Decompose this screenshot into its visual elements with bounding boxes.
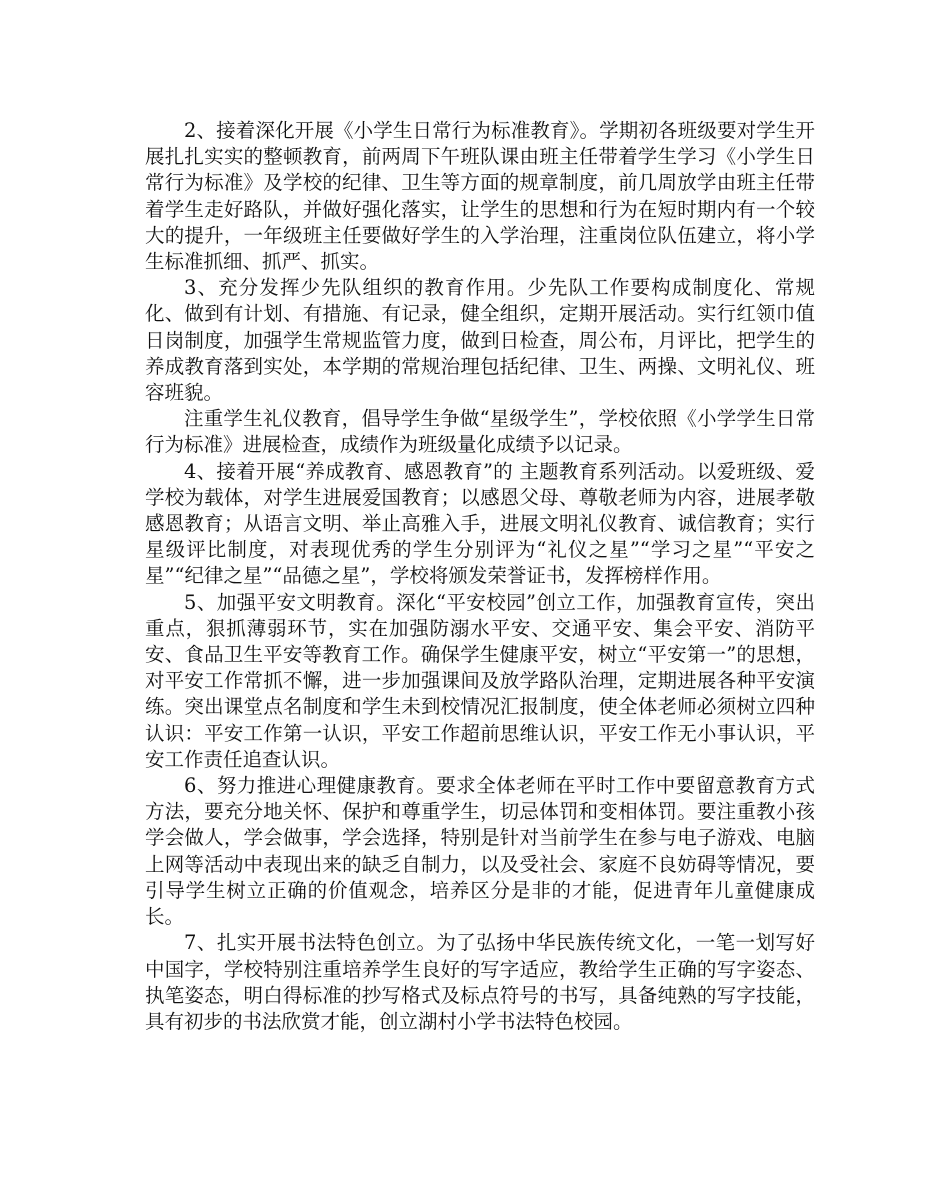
paragraph-mental-health: 6、努力推进心理健康教育。要求全体老师在平时工作中要留意教育方式方法，要充分地关怀、保护和尊重学生，切忌体罚和变相体罚。要注重教小孩学会做人，学会做事，学会选择，特别是针对当前学生在参与电子游戏、电脑上网等活动中表现出来的缺乏自制力，以及受社会、家庭不良妨碍等情况，要引导学生树立正确的价值观念，培养区分是非的才能，促进青年儿童健康成长。 xyxy=(145,774,815,929)
paragraph-young-pioneers: 3、充分发挥少先队组织的教育作用。少先队工作要构成制度化、常规化、做到有计划、有措施、有记录，健全组织，定期开展活动。实行红领巾值日岗制度，加强学生常规监管力度，做到日检查，周公布，月评比，把学生的养成教育落到实处，本学期的常规治理包括纪律、卫生、两操、文明礼仪、班容班貌。 xyxy=(145,276,815,405)
paragraph-conduct-standards: 2、接着深化开展《小学生日常行为标准教育》。学期初各班级要对学生开展扎扎实实的整顿教育，前两周下午班队课由班主任带着学生学习《小学生日常行为标准》及学校的纪律、卫生等方面的规章制度，前几周放学由班主任带着学生走好路队，并做好强化落实，让学生的思想和行为在短时期内有一个较大的提升，一年级班主任要做好学生的入学治理，注重岗位队伍建立，将小学生标准抓细、抓严、抓实。 xyxy=(145,119,815,274)
document-body xyxy=(145,118,815,1035)
paragraph-calligraphy: 7、扎实开展书法特色创立。为了弘扬中华民族传统文化，一笔一划写好中国字，学校特别注重培养学生良好的写字适应，教给学生正确的写字姿态、执笔姿态，明白得标准的抄写格式及标点符号的书写，具备纯熟的写字技能，具有初步的书法欣赏才能，创立湖村小学书法特色校园。 xyxy=(145,931,815,1033)
paragraph-etiquette: 注重学生礼仪教育，倡导学生争做“星级学生”，学校依照《小学学生日常行为标准》进展检查，成绩作为班级量化成绩予以记录。 xyxy=(145,407,815,457)
paragraph-gratitude-education: 4、接着开展“养成教育、感恩教育”的 主题教育系列活动。以爱班级、爱学校为载体，对学生进展爱国教育；以感恩父母、尊敬老师为内容，进展孝敬感恩教育；从语言文明、举止高雅入手，进展文明礼仪教育、诚信教育；实行星级评比制度，对表现优秀的学生分别评为“礼仪之星”“学习之星”“平安之星”“纪律之星”“品德之星”，学校将颁发荣誉证书，发挥榜样作用。 xyxy=(145,459,815,588)
paragraph-safety-education: 5、加强平安文明教育。深化“平安校园”创立工作，加强教育宣传，突出重点，狠抓薄弱环节，实在加强防溺水平安、交通平安、集会平安、消防平安、食品卫生平安等教育工作。确保学生健康平安，树立“平安第一”的思想，对平安工作常抓不懈，进一步加强课间及放学路队治理，定期进展各种平安演练。突出课堂点名制度和学生未到校情况汇报制度，使全体老师必须树立四种认识：平安工作第一认识，平安工作超前思维认识，平安工作无小事认识，平安工作责任追查认识。 xyxy=(145,590,815,771)
